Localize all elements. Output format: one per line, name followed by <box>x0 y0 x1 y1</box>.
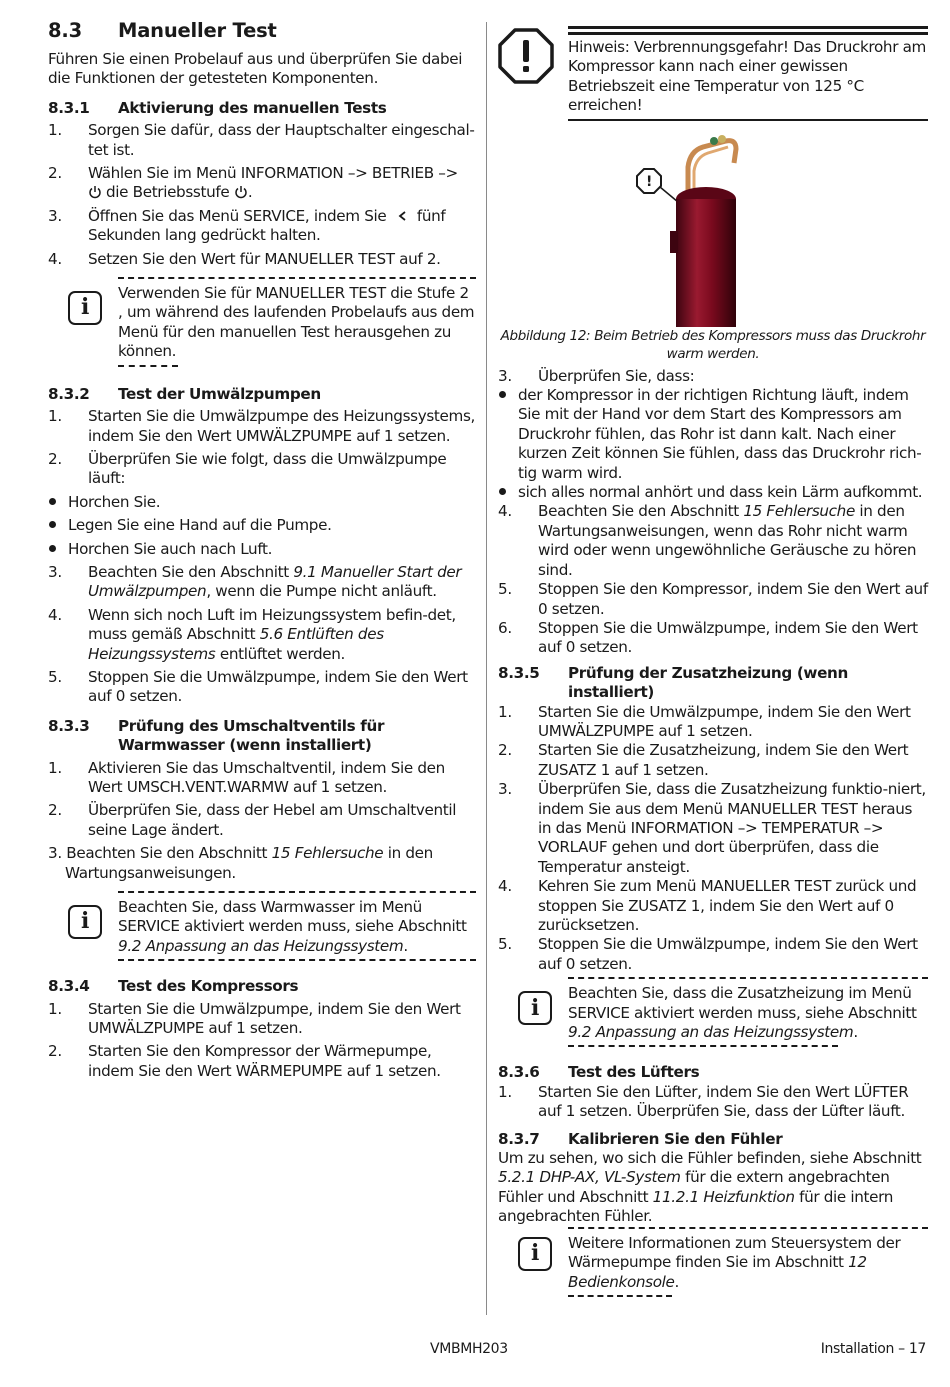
section-reference: 5.2.1 DHP-AX, VL-System <box>498 1168 681 1187</box>
dashed-rule <box>118 365 178 367</box>
note-text: Verwenden Sie für MANUELLER TEST die Stufe 2 , um während des laufenden Probelaufs aus dem Menü für den manuellen Test herausgehen zu können. <box>118 284 475 361</box>
list-item: 4. Kehren Sie zum Menü MANUELLER TEST zurück und stoppen Sie ZUSATZ 1, indem Sie den Wert auf 0 zurücksetzen. <box>498 877 917 934</box>
info-icon: i <box>68 905 102 939</box>
list-item: 2. Starten Sie die Zusatzheizung, indem Sie den Wert ZUSATZ 1 auf 1 setzen. <box>498 741 909 779</box>
list-item: 1. Starten Sie die Umwälzpumpe des Heizungssystems, indem Sie den Wert UMWÄLZPUMPE auf 1 setzen. <box>48 407 475 445</box>
list-item: 6. Stoppen Sie die Umwälzpumpe, indem Sie den Wert auf 0 setzen. <box>498 618 918 657</box>
compressor-figure <box>498 127 928 327</box>
section-reference: 15 Fehlersuche <box>271 844 384 863</box>
footer-page-number: Installation – 17 <box>820 1341 926 1357</box>
subsection-heading-831: 8.3.1 Aktivierung des manuellen Tests <box>48 98 387 117</box>
bullet-item: sich alles normal anhört und dass kein Lärm aufkommt. <box>498 483 928 502</box>
warning-octagon-icon <box>498 28 554 84</box>
warning-box <box>498 26 928 121</box>
dashed-rule <box>118 277 476 279</box>
dashed-rule <box>118 959 476 961</box>
left-column <box>48 18 476 1085</box>
section-reference: 15 Fehlersuche <box>743 502 855 521</box>
figure-caption: Abbildung 12: Beim Betrieb des Kompressors muss das Druckrohr warm werden. <box>500 327 926 362</box>
chevron-left-icon <box>395 210 411 222</box>
dashed-rule <box>568 977 928 979</box>
note-text: Weitere Informationen zum Steuersystem der Wärmepumpe finden Sie im Abschnitt 12 Bedienkonsole. <box>568 1233 901 1291</box>
info-icon: i <box>68 291 102 325</box>
section-reference: 5.6 Entlüften des Heizungssystems <box>88 625 384 663</box>
section-reference: 11.2.1 Heizfunktion <box>652 1187 795 1206</box>
list-item: 3. Beachten Sie den Abschnitt 9.1 Manueller Start der Umwälzpumpen, wenn die Pumpe nicht anläuft. <box>48 562 462 601</box>
dashed-rule <box>118 891 476 893</box>
bullet-item: Horchen Sie. <box>48 493 476 512</box>
section-reference: 12 Bedienkonsole <box>568 1253 867 1291</box>
info-icon: i <box>518 991 552 1025</box>
subsection-heading-834: 8.3.4 Test des Kompressors <box>48 977 299 996</box>
compressor-image <box>498 127 928 327</box>
note-text: Beachten Sie, dass die Zusatzheizung im Menü SERVICE aktiviert werden muss, siehe Abschnitt 9.2 Anpassung an das Heizungssystem. <box>568 984 917 1042</box>
list-item: 5. Stoppen Sie die Umwälzpumpe, indem Sie den Wert auf 0 setzen. <box>48 667 468 706</box>
power-icon <box>234 185 248 199</box>
dashed-rule <box>568 1045 838 1047</box>
list-item: 5. Stoppen Sie den Kompressor, indem Sie den Wert auf 0 setzen. <box>498 580 928 618</box>
list-item: 2. Starten Sie den Kompressor der Wärmepumpe, indem Sie den Wert WÄRMEPUMPE auf 1 setzen. <box>48 1042 441 1080</box>
list-item: 1. Aktivieren Sie das Umschaltventil, indem Sie den Wert UMSCH.VENT.WARMW auf 1 setzen. <box>48 758 445 796</box>
subsection-heading-832: 8.3.2 Test der Umwälzpumpen <box>48 384 321 403</box>
section-reference: 9.2 Anpassung an das Heizungssystem <box>118 936 404 955</box>
list-item: 1. Starten Sie die Umwälzpumpe, indem Sie den Wert UMWÄLZPUMPE auf 1 setzen. <box>48 999 461 1038</box>
section-reference: 9.2 Anpassung an das Heizungssystem <box>568 1023 854 1042</box>
subsection-heading-835: 8.3.5 Prüfung der Zusatzheizung (wenn installiert) <box>498 663 848 702</box>
info-icon: i <box>518 1237 552 1271</box>
column-divider <box>486 22 487 1315</box>
dashed-rule <box>568 1227 928 1229</box>
list-item: 5. Stoppen Sie die Umwälzpumpe, indem Sie den Wert auf 0 setzen. <box>498 935 918 973</box>
list-item: 3. Überprüfen Sie, dass: <box>498 366 695 385</box>
list-item: 2. Überprüfen Sie, dass der Hebel am Umschaltventil seine Lage ändert. <box>48 801 457 839</box>
footer-doc-id: VMBMH203 <box>430 1341 508 1357</box>
warning-text: Hinweis: Verbrennungsgefahr! Das Druckrohr am Kompressor kann nach einer gewissen Betriebszeit eine Temperatur von 125 °C erreichen! <box>568 38 926 115</box>
section-heading: 8.3 Manueller Test <box>48 19 277 42</box>
info-note <box>498 1227 928 1297</box>
bullet-item: Horchen Sie auch nach Luft. <box>48 540 476 559</box>
bullet-item: Legen Sie eine Hand auf die Pumpe. <box>48 516 476 535</box>
subsection-heading-836: 8.3.6 Test des Lüfters <box>498 1063 700 1082</box>
warning-rule <box>568 119 928 121</box>
list-item: 3. Beachten Sie den Abschnitt 15 Fehlersuche in den Wartungsanweisungen. <box>48 844 433 882</box>
svg-text:!: ! <box>645 173 653 190</box>
list-item: 4. Beachten Sie den Abschnitt 15 Fehlersuche in den Wartungsanweisungen, wenn das Rohr nicht warm wird oder wenn ungewöhnliche Geräusche zu hören sind. <box>498 502 917 579</box>
list-item: 3. Überprüfen Sie, dass die Zusatzheizung funktio-niert, indem Sie aus dem Menü MANUELLER TEST heraus in das Menü INFORMATION –> TEMPERATUR –> VORLAUF gehen und dort überprüfen, dass die Temperatur ansteigt. <box>498 780 926 876</box>
info-note <box>48 277 476 367</box>
warning-rule <box>568 26 928 29</box>
list-item: 3. Öffnen Sie das Menü SERVICE, indem Sie fünf Sekunden lang gedrückt halten. <box>48 206 446 245</box>
list-item: 1. Starten Sie die Umwälzpumpe, indem Sie den Wert UMWÄLZPUMPE auf 1 setzen. <box>498 702 911 740</box>
power-icon <box>88 185 102 199</box>
list-item: 4. Setzen Sie den Wert für MANUELLER TEST auf 2. <box>48 249 441 268</box>
section-reference: 9.1 Manueller Start der Umwälzpumpen <box>88 562 462 601</box>
note-text: Beachten Sie, dass Warmwasser im Menü SERVICE aktiviert werden muss, siehe Abschnitt 9.2 Anpassung an das Heizungssystem. <box>118 898 467 955</box>
bullet-item: der Kompressor in der richtigen Richtung läuft, indem Sie mit der Hand vor dem Start des Kompressors am Druckrohr fühlen, das Rohr ist dann kalt. Nach einer kurzen Zeit können Sie fühlen, dass das Druckrohr rich-tig warm wird. <box>498 386 928 483</box>
list-item: 1. Starten Sie den Lüfter, indem Sie den Wert LÜFTER auf 1 setzen. Überprüfen Sie, dass der Lüfter läuft. <box>498 1082 909 1121</box>
paragraph: Um zu sehen, wo sich die Fühler befinden, siehe Abschnitt 5.2.1 DHP-AX, VL-System für die extern angebrachten Fühler und Abschnitt 11.2.1 Heizfunktion für die intern angebrachten Fühler. <box>498 1149 922 1226</box>
list-item: 1. Sorgen Sie dafür, dass der Hauptschalter eingeschal-tet ist. <box>48 121 475 159</box>
right-column <box>498 26 928 1309</box>
list-item: 4. Wenn sich noch Luft im Heizungssystem befin-det, muss gemäß Abschnitt 5.6 Entlüften des Heizungssystems entlüftet werden. <box>48 605 456 663</box>
subsection-heading-837: 8.3.7 Kalibrieren Sie den Fühler <box>498 1129 783 1148</box>
list-item: 2. Überprüfen Sie wie folgt, dass die Umwälzpumpe läuft: <box>48 449 447 488</box>
subsection-heading-833: 8.3.3 Prüfung des Umschaltventils für Warmwasser (wenn installiert) <box>48 716 385 755</box>
warning-rule <box>568 32 928 35</box>
info-note <box>48 891 476 961</box>
dashed-rule <box>568 1295 672 1297</box>
intro-paragraph: Führen Sie einen Probelauf aus und überprüfen Sie dabei die Funktionen der getesteten Komponenten. <box>48 50 463 88</box>
info-note <box>498 977 928 1047</box>
list-item: 2. Wählen Sie im Menü INFORMATION –> BETRIEB –> die Betriebsstufe . <box>48 164 458 202</box>
